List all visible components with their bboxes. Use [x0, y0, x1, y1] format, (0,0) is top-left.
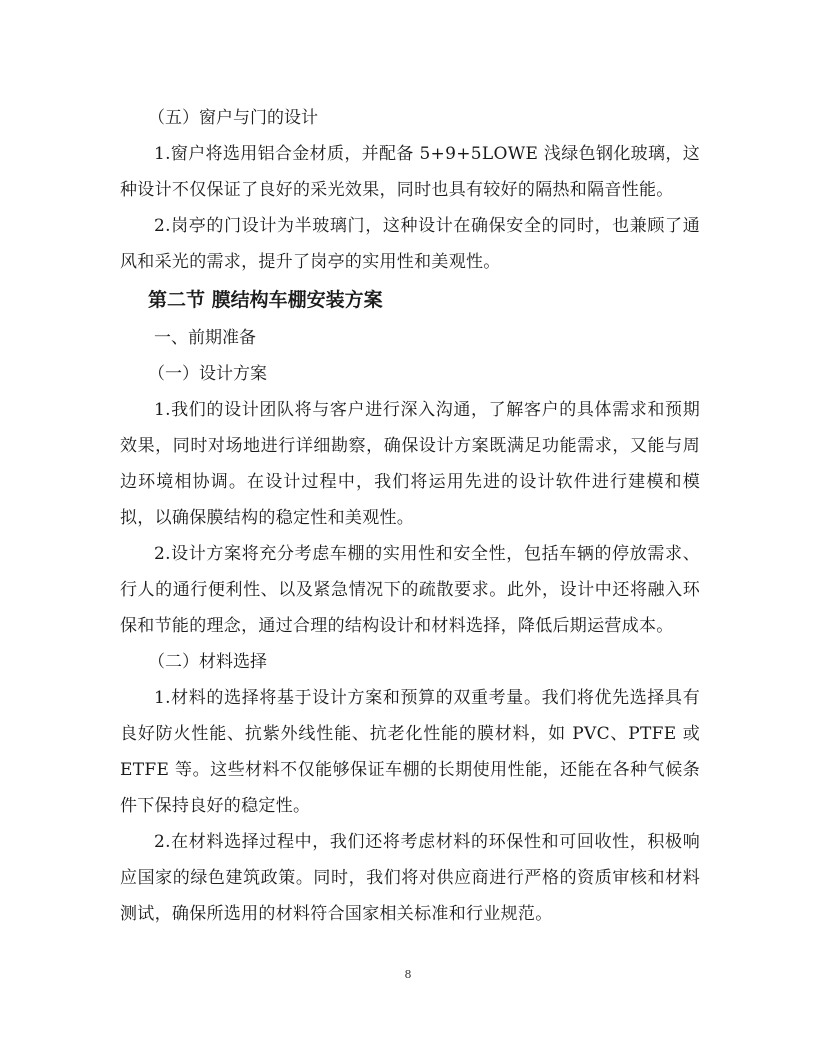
heading-material-selection: （二）材料选择	[148, 652, 267, 672]
paragraph-windows-2: 2.岗亭的门设计为半玻璃门，这种设计在确保安全的同时，也兼顾了通风和采光的需求，提升了岗亭的实用性和美观性。	[120, 216, 700, 272]
document-body	[120, 100, 700, 932]
paragraph-windows-1: 1.窗户将选用铝合金材质，并配备 5+9+5LOWE 浅绿色钢化玻璃，这种设计不仅保证了良好的采光效果，同时也具有较好的隔热和隔音性能。	[120, 144, 700, 200]
paragraph-material-1: 1.材料的选择将基于设计方案和预算的双重考量。我们将优先选择具有良好防火性能、抗紫外线性能、抗老化性能的膜材料，如 PVC、PTFE 或 ETFE 等。这些材料不仅能够保证车棚的长期使用性能，还能在各种气候条件下保持良好的稳定性。	[120, 688, 700, 816]
heading-design-plan: （一）设计方案	[148, 364, 267, 384]
section-title: 第二节 膜结构车棚安装方案	[148, 289, 383, 311]
heading-preparation: 一、前期准备	[154, 328, 256, 348]
paragraph-design-2: 2.设计方案将充分考虑车棚的实用性和安全性，包括车辆的停放需求、行人的通行便利性、以及紧急情况下的疏散要求。此外，设计中还将融入环保和节能的理念，通过合理的结构设计和材料选择，降低后期运营成本。	[120, 544, 700, 636]
paragraph-material-2: 2.在材料选择过程中，我们还将考虑材料的环保性和可回收性，积极响应国家的绿色建筑政策。同时，我们将对供应商进行严格的资质审核和材料测试，确保所选用的材料符合国家相关标准和行业规范。	[120, 832, 700, 924]
heading-windows-doors: （五）窗户与门的设计	[148, 108, 318, 128]
paragraph-design-1: 1.我们的设计团队将与客户进行深入沟通，了解客户的具体需求和预期效果，同时对场地进行详细勘察，确保设计方案既满足功能需求，又能与周边环境相协调。在设计过程中，我们将运用先进的设计软件进行建模和模拟，以确保膜结构的稳定性和美观性。	[120, 400, 700, 528]
page-number: 8	[404, 968, 412, 981]
